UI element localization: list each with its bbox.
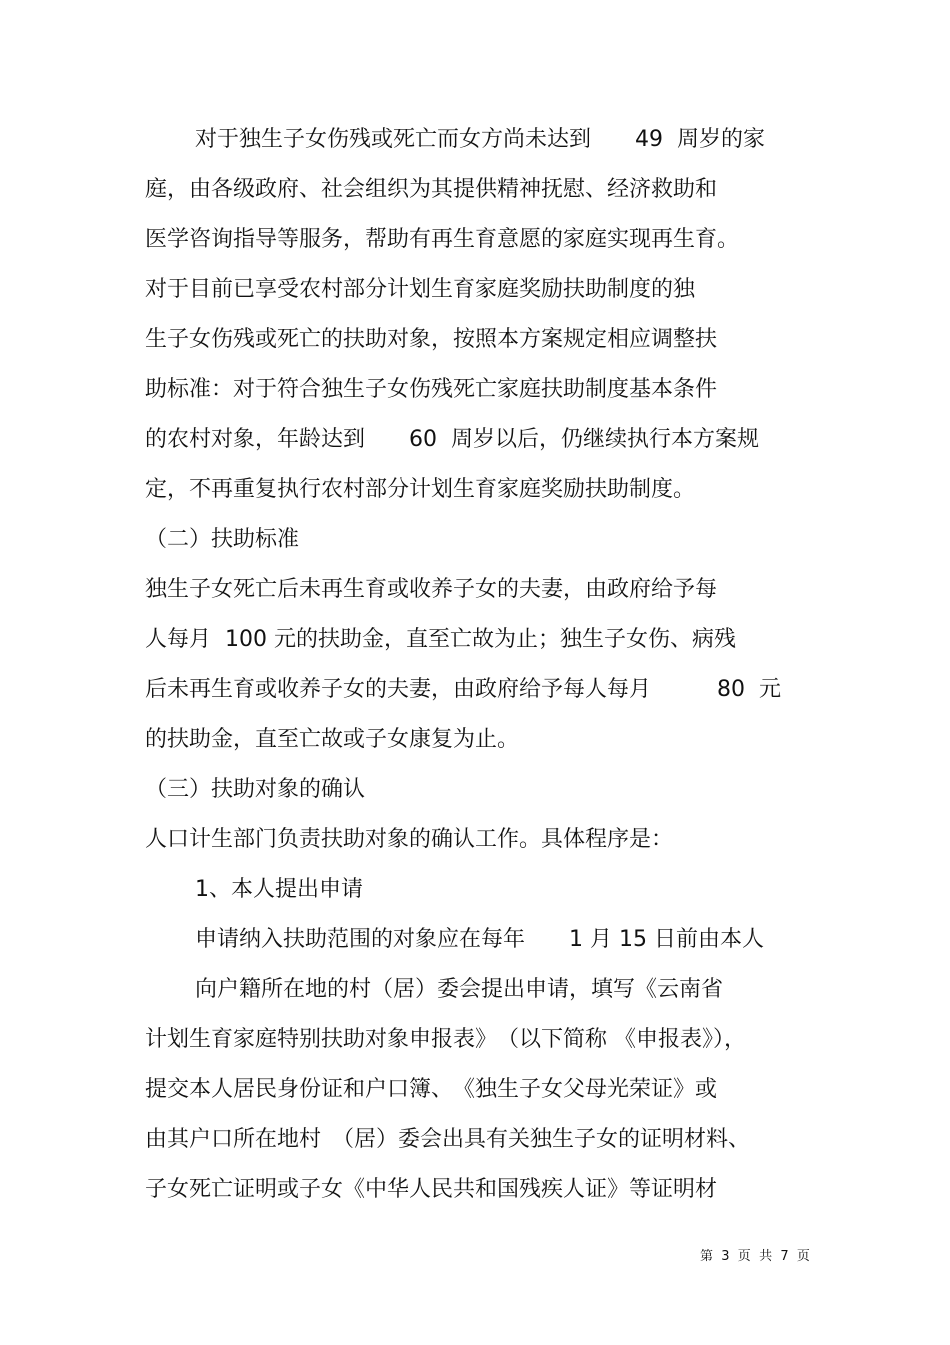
text-line: 子女死亡证明或子女《中华人民共和国残疾人证》等证明材 bbox=[145, 1177, 718, 1202]
page-number-footer: 第 3 页 共 7 页 bbox=[700, 1249, 810, 1264]
text-line: 生子女伤残或死亡的扶助对象，按照本方案规定相应调整扶 bbox=[145, 327, 718, 352]
text-line: 助标准：对于符合独生子女伤残死亡家庭扶助制度基本条件 bbox=[145, 377, 718, 402]
text-line: 向户籍所在地的村（居）委会提出申请，填写《云南省 bbox=[195, 977, 724, 1002]
text-line: 定，不再重复执行农村部分计划生育家庭奖励扶助制度。 bbox=[145, 477, 696, 502]
text-line: 对于独生子女伤残或死亡而女方尚未达到 49 周岁的家 bbox=[195, 127, 765, 152]
text-line: 计划生育家庭特别扶助对象申报表》 （以下简称 《申报表》）， bbox=[145, 1027, 746, 1052]
section-heading: （三）扶助对象的确认 bbox=[145, 777, 366, 802]
text-line: 由其户口所在地村 （居）委会出具有关独生子女的证明材料、 bbox=[145, 1127, 751, 1152]
text-line: 人每月 100 元的扶助金，直至亡故为止；独生子女伤、病残 bbox=[145, 627, 736, 652]
text-line: 后未再生育或收养子女的夫妻，由政府给予每人每月 80 元 bbox=[145, 677, 781, 702]
text-line: 医学咨询指导等服务，帮助有再生育意愿的家庭实现再生育。 bbox=[145, 227, 740, 252]
text-line: 人口计生部门负责扶助对象的确认工作。具体程序是： bbox=[145, 827, 674, 852]
text-line: 对于目前已享受农村部分计划生育家庭奖励扶助制度的独 bbox=[145, 277, 696, 302]
subsection-heading: 1、本人提出申请 bbox=[195, 877, 363, 902]
text-line: 的农村对象，年龄达到 60 周岁以后，仍继续执行本方案规 bbox=[145, 427, 759, 452]
text-line: 庭，由各级政府、社会组织为其提供精神抚慰、经济救助和 bbox=[145, 177, 718, 202]
section-heading: （二）扶助标准 bbox=[145, 527, 300, 552]
text-line: 的扶助金，直至亡故或子女康复为止。 bbox=[145, 727, 520, 752]
text-line: 独生子女死亡后未再生育或收养子女的夫妻，由政府给予每 bbox=[145, 577, 718, 602]
text-line: 提交本人居民身份证和户口簿、 《独生子女父母光荣证》或 bbox=[145, 1077, 718, 1102]
text-line: 申请纳入扶助范围的对象应在每年 1 月 15 日前由本人 bbox=[195, 927, 764, 952]
